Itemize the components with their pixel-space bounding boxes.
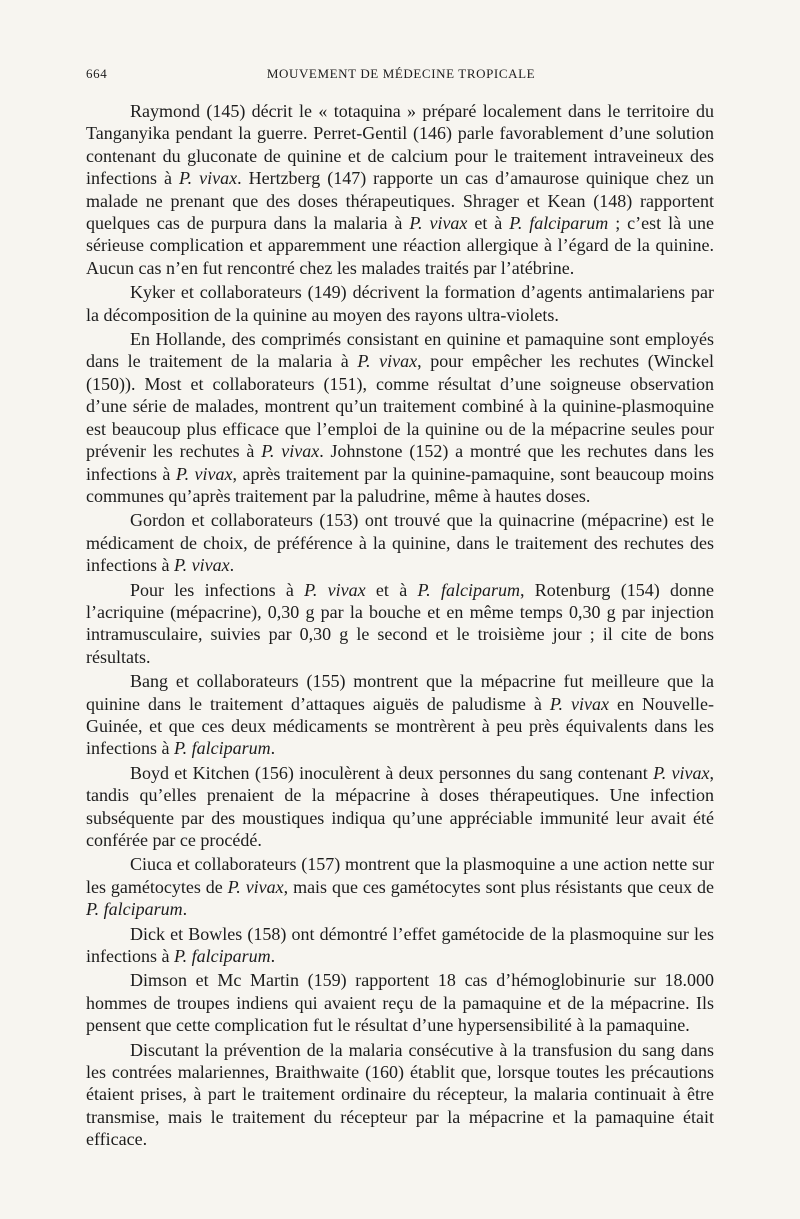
article-body bbox=[86, 100, 714, 1153]
paragraph bbox=[86, 100, 714, 279]
text-run: Kyker et collaborateurs (149) décrivent la formation d’agents antimalariens par la décomposition de la quinine au moyen des rayons ultra-violets. bbox=[86, 282, 714, 325]
text-run: , tandis qu’elles prenaient de la mépacrine à doses thérapeutiques. Une infection subséquente par des moustiques indiqua qu’une appréciable immunité leur avait été conférée par ce procédé. bbox=[86, 762, 714, 850]
species-name: P. falciparum bbox=[86, 899, 183, 920]
paragraph bbox=[86, 923, 714, 968]
species-name: P. falciparum bbox=[173, 946, 271, 967]
text-run: Dimson et Mc Martin (159) rapportent 18 cas d’hémoglobinurie sur 18.000 hommes de troupes indiens qui avaient reçu de la pamaquine et de la mépacrine. Ils pensent que cette complication fut le résultat d’une hypersensibilité à la pamaquine. bbox=[86, 970, 714, 1036]
paragraph bbox=[86, 762, 714, 852]
paragraph bbox=[86, 670, 714, 760]
paragraph bbox=[86, 281, 714, 326]
text-run: et à bbox=[467, 213, 510, 234]
species-name: P. vivax bbox=[178, 168, 238, 189]
text-run: ; c’est là une sérieuse complication et apparemment une réaction allergique à l’égard de la quinine. Aucun cas n’en fut rencontré chez les malades traités par l’atébrine. bbox=[86, 213, 714, 278]
species-name: P. vivax bbox=[175, 463, 233, 484]
text-run: Ciuca et collaborateurs (157) montrent que la plasmoquine a une action nette sur les gamétocytes de bbox=[86, 854, 714, 897]
text-run: . bbox=[182, 899, 188, 920]
text-run: . Johnstone (152) a montré que les rechutes dans les infections à bbox=[86, 441, 714, 484]
paragraph bbox=[86, 1039, 714, 1151]
species-name: P. vivax bbox=[357, 351, 418, 372]
text-run: En Hollande, des comprimés consistant en quinine et pamaquine sont employés dans le traitement de la malaria à bbox=[86, 329, 714, 372]
text-run: Gordon et collaborateurs (153) ont trouvé que la quinacrine (mépacrine) est le médicament de choix, de préférence à la quinine, dans le traitement des rechutes des infections à bbox=[86, 510, 714, 576]
species-name: P. falciparum bbox=[417, 579, 520, 600]
paragraph bbox=[86, 579, 714, 669]
species-name: P. falciparum bbox=[509, 213, 609, 234]
species-name: P. vivax bbox=[261, 441, 320, 462]
text-run: . bbox=[270, 738, 276, 759]
text-run: , mais que ces gamétocytes sont plus résistants que ceux de bbox=[283, 876, 714, 897]
paragraph bbox=[86, 969, 714, 1036]
text-run: . Hertzberg (147) rapporte un cas d’amaurose quinique chez un malade ne prenant que des doses thérapeutiques. Shrager et Kean (148) rapportent quelques cas de purpura dans la malaria à bbox=[86, 168, 714, 234]
species-name: P. vivax bbox=[173, 555, 230, 576]
text-run: Discutant la prévention de la malaria consécutive à la transfusion du sang dans les contrées malariennes, Braithwaite (160) établit que, lorsque toutes les précautions étaient prises, à part le traitement ordinaire du récepteur, la malaria continuait à être transmise, mais le traitement du récepteur par la mépacrine et la pamaquine était efficace. bbox=[86, 1039, 714, 1150]
text-run: Dick et Bowles (158) ont démontré l’effet gamétocide de la plasmoquine sur les infections à bbox=[86, 923, 714, 967]
paragraph bbox=[86, 853, 714, 920]
text-run: , Rotenburg (154) donne l’acriquine (mépacrine), 0,30 g par la bouche et en même temps 0,30 g par injection intramusculaire, suivies par 0,30 g le second et le troisième jour ; il cite de bons résultats. bbox=[86, 579, 714, 667]
page-header bbox=[86, 66, 716, 86]
paragraph bbox=[86, 328, 714, 507]
text-run: Pour les infections à bbox=[130, 579, 305, 600]
species-name: P. vivax bbox=[227, 876, 284, 897]
species-name: P. vivax bbox=[549, 693, 610, 714]
text-run: et à bbox=[365, 579, 418, 600]
text-run: , pour empêcher les rechutes (Winckel (150)). Most et collaborateurs (151), comme résultat d’une soigneuse observation d’une série de malades, montrent qu’un traitement combiné à la quinine-plasmoquine est beaucoup plus efficace que l’emploi de la quinine ou de la mépacrine seules pour prévenir les rechutes à bbox=[86, 351, 714, 462]
text-run: Boyd et Kitchen (156) inoculèrent à deux personnes du sang contenant bbox=[130, 762, 654, 783]
text-run: . bbox=[229, 555, 235, 576]
text-run: Bang et collaborateurs (155) montrent que la mépacrine fut meilleure que la quinine dans le traitement d’attaques aiguës de paludisme à bbox=[86, 671, 714, 714]
species-name: P. falciparum bbox=[173, 738, 271, 759]
running-title: MOUVEMENT DE MÉDECINE TROPICALE bbox=[266, 66, 536, 81]
text-run: Raymond (145) décrit le « totaquina » préparé localement dans le territoire du Tanganyika pendant la guerre. Perret-Gentil (146) parle favorablement d’une solution contenant du gluconate de quinine et de calcium pour le traitement intraveineux des infections à bbox=[86, 101, 714, 189]
species-name: P. vivax bbox=[409, 213, 468, 234]
text-run: , après traitement par la quinine-pamaquine, sont beaucoup moins communes qu’après traitement par la paludrine, même à hautes doses. bbox=[86, 463, 714, 506]
text-run: . bbox=[270, 946, 276, 967]
species-name: P. vivax bbox=[653, 762, 710, 783]
species-name: P. vivax bbox=[304, 579, 366, 600]
text-run: en Nouvelle-Guinée, et que ces deux médicaments se montrèrent à peu près équivalents dans les infections à bbox=[86, 693, 714, 759]
paragraph bbox=[86, 509, 714, 576]
page-number: 664 bbox=[86, 66, 108, 81]
